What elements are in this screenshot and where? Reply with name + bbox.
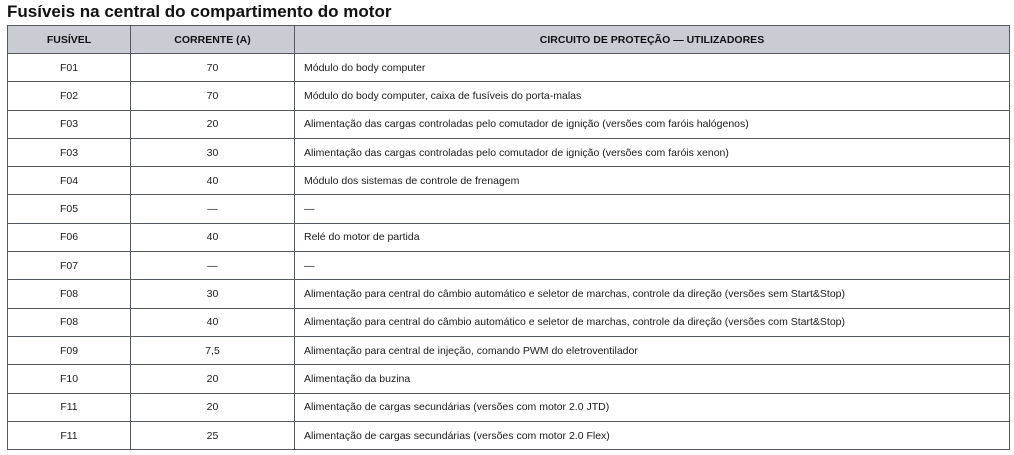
table-body: [8, 54, 1010, 450]
table-header: [8, 26, 1010, 54]
cell-current: 30: [131, 138, 295, 166]
table-row: [8, 138, 1010, 166]
cell-current: 40: [131, 308, 295, 336]
table-row: [8, 308, 1010, 336]
table-row: [8, 336, 1010, 364]
table-row: [8, 252, 1010, 280]
cell-fuse: F10: [8, 365, 131, 393]
table-row: [8, 223, 1010, 251]
header-fuse: FUSÍVEL: [8, 26, 131, 54]
cell-current: 7,5: [131, 336, 295, 364]
cell-circuit: —: [295, 252, 1010, 280]
cell-circuit: Alimentação para central do câmbio automático e seletor de marchas, controle da direção (versões sem Start&Stop): [295, 280, 1010, 308]
cell-current: 70: [131, 54, 295, 82]
cell-current: —: [131, 252, 295, 280]
cell-circuit: Alimentação para central do câmbio automático e seletor de marchas, controle da direção (versões com Start&Stop): [295, 308, 1010, 336]
cell-fuse: F11: [8, 421, 131, 449]
cell-current: 70: [131, 82, 295, 110]
cell-current: 20: [131, 393, 295, 421]
cell-circuit: —: [295, 195, 1010, 223]
cell-circuit: Alimentação de cargas secundárias (versões com motor 2.0 Flex): [295, 421, 1010, 449]
table-row: [8, 280, 1010, 308]
cell-current: 25: [131, 421, 295, 449]
cell-current: 20: [131, 365, 295, 393]
cell-current: 20: [131, 110, 295, 138]
cell-fuse: F08: [8, 308, 131, 336]
cell-current: 40: [131, 167, 295, 195]
header-row: [8, 26, 1010, 54]
header-current: CORRENTE (A): [131, 26, 295, 54]
table-row: [8, 421, 1010, 449]
cell-circuit: Módulo do body computer: [295, 54, 1010, 82]
table-row: [8, 110, 1010, 138]
cell-circuit: Alimentação da buzina: [295, 365, 1010, 393]
cell-circuit: Alimentação para central de injeção, comando PWM do eletroventilador: [295, 336, 1010, 364]
cell-current: 30: [131, 280, 295, 308]
cell-current: —: [131, 195, 295, 223]
cell-fuse: F04: [8, 167, 131, 195]
cell-fuse: F09: [8, 336, 131, 364]
page-title: Fusíveis na central do compartimento do motor: [7, 2, 392, 21]
cell-fuse: F02: [8, 82, 131, 110]
table-row: [8, 195, 1010, 223]
table-row: [8, 54, 1010, 82]
cell-circuit: Alimentação das cargas controladas pelo comutador de ignição (versões com faróis xenon): [295, 138, 1010, 166]
cell-circuit: Relé do motor de partida: [295, 223, 1010, 251]
table-row: [8, 82, 1010, 110]
cell-circuit: Alimentação das cargas controladas pelo comutador de ignição (versões com faróis halógenos): [295, 110, 1010, 138]
cell-fuse: F11: [8, 393, 131, 421]
cell-fuse: F08: [8, 280, 131, 308]
cell-circuit: Módulo dos sistemas de controle de frenagem: [295, 167, 1010, 195]
cell-circuit: Alimentação de cargas secundárias (versões com motor 2.0 JTD): [295, 393, 1010, 421]
cell-current: 40: [131, 223, 295, 251]
fuse-table: [7, 25, 1010, 450]
cell-fuse: F01: [8, 54, 131, 82]
cell-fuse: F03: [8, 138, 131, 166]
cell-fuse: F07: [8, 252, 131, 280]
header-circuit: CIRCUITO DE PROTEÇÃO — UTILIZADORES: [295, 26, 1010, 54]
table-row: [8, 393, 1010, 421]
cell-circuit: Módulo do body computer, caixa de fusíveis do porta-malas: [295, 82, 1010, 110]
cell-fuse: F06: [8, 223, 131, 251]
cell-fuse: F03: [8, 110, 131, 138]
table-row: [8, 167, 1010, 195]
cell-fuse: F05: [8, 195, 131, 223]
table-row: [8, 365, 1010, 393]
